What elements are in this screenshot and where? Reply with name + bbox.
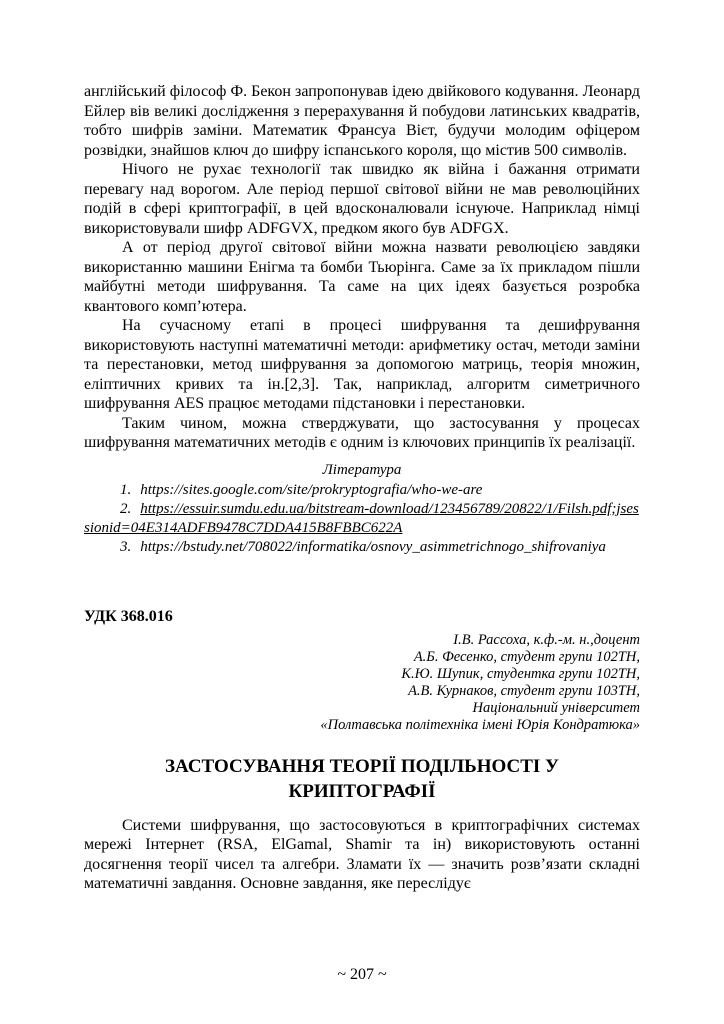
literature-heading: Література — [322, 461, 402, 478]
page-number: ~ 207 ~ — [337, 966, 387, 983]
udc-code: УДК 368.016 — [84, 607, 173, 625]
article-title: ЗАСТОСУВАННЯ ТЕОРІЇ ПОДІЛЬНОСТІ У КРИПТОГРАФІЇ — [165, 755, 559, 802]
author-line: І.В. Рассоха, к.ф.-м. н.,доцент — [453, 631, 640, 648]
reference-url: https://bstudy.net/708022/informatika/osnovy_asimmetrichnogo_shifrovaniya — [140, 538, 606, 555]
reference-item — [84, 481, 640, 500]
reference-number: 3. — [120, 538, 132, 555]
reference-item — [84, 538, 640, 557]
affiliation-line: Національний університет — [472, 699, 640, 716]
paragraph: англійський філософ Ф. Бекон запропонував ідею двійкового кодування. Леонард Ейлер вів великі дослідження з перерахування й побудови латинських квадратів, тобто шифрів заміни. Математик Франсуа Вієт, будучи молодим офіцером розвідки, знайшов ключ до шифру іспанського короля, що містив 500 символів. — [84, 83, 640, 159]
paragraph: Системи шифрування, що застосовуються в криптографічних системах мережі Інтернет (RSA, ElGamal, Shamir та ін) використовують останні досягнення теорії чисел та алгебри. Зламати їх — значить розв’язати складні математичні завдання. Основне завдання, яке переслідує — [84, 816, 640, 892]
author-line: К.Ю. Шупик, студентка групи 102ТН, — [401, 665, 640, 682]
affiliation-line: «Полтавська політехніка імені Юрія Кондратюка» — [320, 716, 640, 733]
reference-number: 1. — [120, 481, 132, 498]
reference-number: 2. — [120, 500, 132, 517]
reference-url: https://sites.google.com/site/prokryptografia/who-we-are — [140, 481, 483, 498]
previous-article-body — [84, 82, 640, 557]
reference-hyperlink[interactable]: https://essuir.sumdu.edu.ua/bitstream-download/123456789/20822/1/Filsh.pdf;jsessionid=04E314ADFB9478C7DDA415B8FBBC622A — [84, 500, 639, 536]
reference-item — [84, 500, 640, 538]
paragraph: Нічого не рухає технології так швидко як війна і бажання отримати перевагу над ворогом. Але період першої світової війни не мав революційних подій в сфері криптографії, в цей вдосконалювали існуюче. Наприклад німці використовували шифр ADFGVX, предком якого був ADFGX. — [84, 161, 640, 237]
paragraph: На сучасному етапі в процесі шифрування та дешифрування використовують наступні математичні методи: арифметику остач, методи заміни та перестановки, метод шифрування за допомогою матриць, теорія множин, еліптичних кривих та ін.[2,3]. Так, наприклад, алгоритм симетричного шифрування AES працює методами підстановки і перестановки. — [84, 317, 640, 412]
paragraph: А от період другої світової війни можна назвати революцією завдяки використанню машини Енігма та бомби Тьюрінга. Саме за їх прикладом пішли майбутні методи шифрування. Та саме на цих ідеях базується розробка квантового комп’ютера. — [84, 239, 640, 315]
literature-section — [84, 461, 640, 557]
author-line: А.Б. Фесенко, студент групи 102ТН, — [413, 648, 640, 665]
author-line: А.В. Курнаков, студент групи 103ТН, — [408, 682, 640, 699]
authors-block — [84, 632, 640, 734]
next-article — [84, 607, 640, 894]
paragraph: Таким чином, можна стверджувати, що застосування у процесах шифрування математичних методів є одним із ключових принципів їх реалізації. — [84, 414, 640, 451]
